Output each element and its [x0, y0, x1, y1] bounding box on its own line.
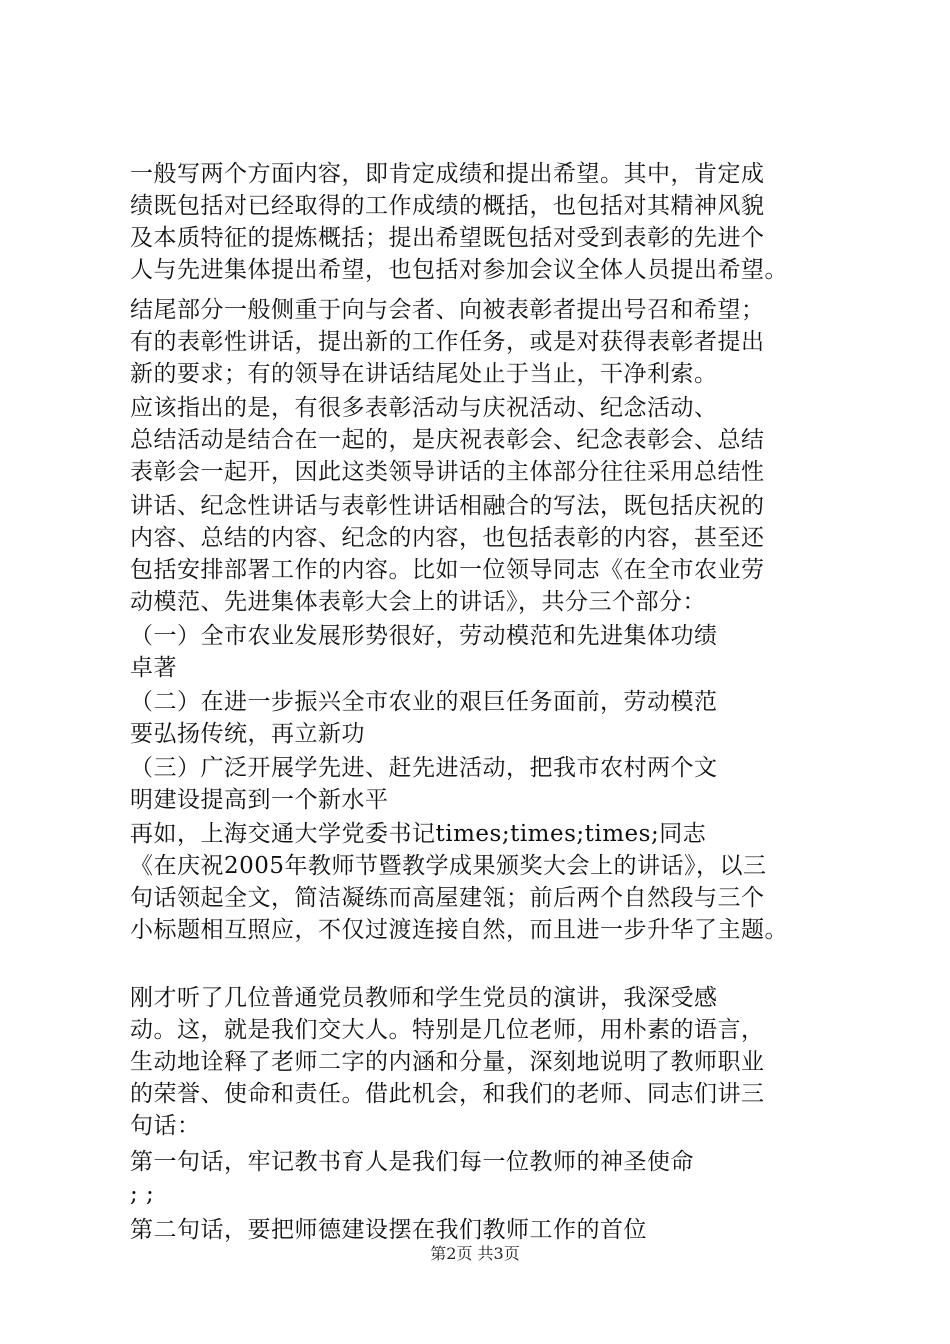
text-line: 内容、总结的内容、纪念的内容，也包括表彰的内容，甚至还 — [130, 525, 765, 551]
text-line: 再如，上海交通大学党委书记times;times;times;同志 — [130, 821, 707, 847]
text-line: 生动地诠释了老师二字的内涵和分量，深刻地说明了教师职业 — [130, 1049, 765, 1075]
text-line: 刚才听了几位普通党员教师和学生党员的演讲，我深受感 — [130, 985, 718, 1011]
text-line: 有的表彰性讲话，提出新的工作任务，或是对获得表彰者提出 — [130, 329, 765, 355]
list-item: （三）广泛开展学先进、赶先进活动，把我市农村两个文 — [130, 755, 718, 781]
text-line: 应该指出的是，有很多表彰活动与庆祝活动、纪念活动、 — [130, 395, 718, 421]
text-line: 句话： — [130, 1113, 201, 1139]
text-line: 总结活动是结合在一起的，是庆祝表彰会、纪念表彰会、总结 — [130, 427, 765, 453]
list-item: （一）全市农业发展形势很好，劳动模范和先进集体功绩 — [130, 623, 718, 649]
text-line: 及本质特征的提炼概括；提出希望既包括对受到表彰的先进个 — [130, 225, 765, 251]
page-footer: 第2页 共3页 — [430, 1244, 520, 1263]
text-line: 第二句话，要把师德建设摆在我们教师工作的首位 — [130, 1217, 647, 1243]
text-line: 的荣誉、使命和责任。借此机会，和我们的老师、同志们讲三 — [130, 1081, 765, 1107]
text-line: 动模范、先进集体表彰大会上的讲话》，共分三个部分： — [130, 589, 706, 615]
text-line: ; ; — [130, 1181, 155, 1207]
text-line: 新的要求；有的领导在讲话结尾处止于当止，干净利索。 — [130, 361, 718, 387]
list-item-continued: 明建设提高到一个新水平 — [130, 787, 389, 813]
text-line: 小标题相互照应，不仅过渡连接自然，而且进一步升华了主题。 — [130, 917, 788, 943]
list-item: （二）在进一步振兴全市农业的艰巨任务面前，劳动模范 — [130, 689, 718, 715]
text-line: 绩既包括对已经取得的工作成绩的概括，也包括对其精神风貌 — [130, 193, 765, 219]
text-line: 包括安排部署工作的内容。比如一位领导同志《在全市农业劳 — [130, 557, 765, 583]
text-line: 《在庆祝2005年教师节暨教学成果颁奖大会上的讲话》，以三 — [130, 853, 767, 879]
text-line: 句话领起全文，简洁凝练而高屋建瓴；前后两个自然段与三个 — [130, 885, 765, 911]
text-line: 人与先进集体提出希望，也包括对参加会议全体人员提出希望。 — [130, 257, 788, 283]
text-line: 结尾部分一般侧重于向与会者、向被表彰者提出号召和希望； — [130, 297, 765, 323]
text-line: 动。这，就是我们交大人。特别是几位老师，用朴素的语言， — [130, 1017, 765, 1043]
text-line: 一般写两个方面内容，即肯定成绩和提出希望。其中，肯定成 — [130, 161, 765, 187]
text-line: 讲话、纪念性讲话与表彰性讲话相融合的写法，既包括庆祝的 — [130, 493, 765, 519]
list-item-continued: 卓著 — [130, 655, 177, 681]
text-line: 第一句话，牢记教书育人是我们每一位教师的神圣使命 — [130, 1149, 694, 1175]
text-line: 表彰会一起开，因此这类领导讲话的主体部分往往采用总结性 — [130, 459, 765, 485]
list-item-continued: 要弘扬传统，再立新功 — [130, 721, 365, 747]
